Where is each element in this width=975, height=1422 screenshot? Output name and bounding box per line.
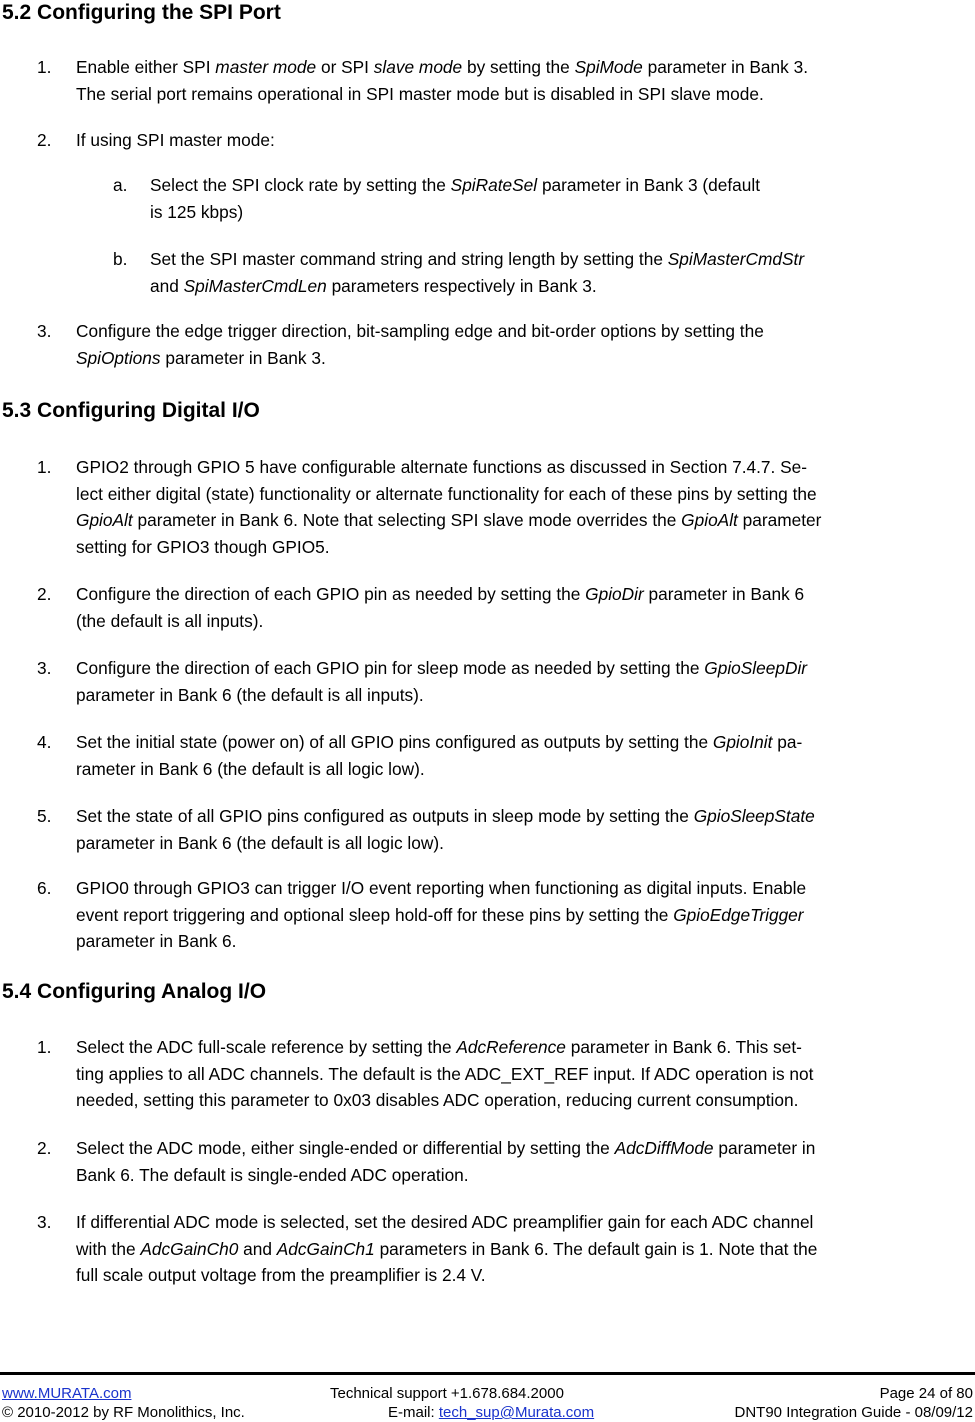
text-run: parameter in Bank 6. Note that selecting SPI slave mode overrides the bbox=[132, 510, 682, 530]
parameter-name: AdcGainCh0 bbox=[140, 1238, 239, 1259]
list-item-line bbox=[76, 318, 764, 345]
text-run: If differential ADC mode is selected, set the desired ADC preamplifier gain for each ADC channel bbox=[76, 1212, 814, 1232]
list-item-number: 2. bbox=[37, 584, 52, 604]
text-run: parameter in Bank 3. bbox=[642, 57, 808, 77]
text-run: Set the SPI master command string and string length by setting the bbox=[150, 249, 668, 269]
list-item-line bbox=[76, 1209, 813, 1236]
list-item-line bbox=[76, 81, 764, 108]
footer-website-link[interactable]: www.MURATA.com bbox=[2, 1385, 132, 1402]
list-item-line bbox=[76, 1236, 817, 1263]
parameter-name: GpioSleepDir bbox=[704, 658, 808, 678]
section-heading: 5.4 Configuring Analog I/O bbox=[2, 980, 267, 1003]
text-run: parameter in Bank 3. bbox=[160, 347, 326, 368]
text-run: event report triggering and optional sleep hold-off for these pins by setting the bbox=[76, 904, 674, 925]
list-item-line bbox=[76, 928, 236, 955]
text-run: parameter in Bank 6 (the default is all logic low). bbox=[76, 832, 444, 853]
list-item-line bbox=[76, 729, 802, 756]
footer-rule bbox=[0, 1372, 975, 1375]
footer-copyright: © 2010-2012 by RF Monolithics, Inc. bbox=[2, 1404, 245, 1421]
list-item-number: 1. bbox=[37, 457, 52, 477]
list-item-line bbox=[76, 581, 804, 608]
text-run: Set the state of all GPIO pins configured as outputs in sleep mode by setting the bbox=[76, 806, 694, 826]
list-item-number: 6. bbox=[37, 878, 52, 898]
list-item-line bbox=[76, 875, 806, 902]
text-run: pa- bbox=[772, 732, 803, 752]
list-item-number: 3. bbox=[37, 1212, 52, 1232]
list-item-line bbox=[150, 172, 760, 199]
text-run: setting for GPIO3 though GPIO5. bbox=[76, 536, 330, 557]
parameter-name: GpioSleepState bbox=[693, 806, 815, 826]
list-item-number: b. bbox=[113, 249, 128, 269]
parameter-name: AdcReference bbox=[456, 1037, 566, 1057]
list-item-line bbox=[76, 534, 330, 561]
text-run: and bbox=[150, 275, 184, 296]
text-run: full scale output voltage from the preamplifier is 2.4 V. bbox=[76, 1265, 486, 1285]
list-item-number: 4. bbox=[37, 732, 52, 752]
list-item-number: 3. bbox=[37, 321, 52, 341]
text-run: Bank 6. The default is single-ended ADC operation. bbox=[76, 1164, 469, 1185]
list-item-line bbox=[76, 1262, 486, 1289]
text-run: Enable either SPI bbox=[76, 57, 216, 77]
parameter-name: master mode bbox=[215, 57, 317, 77]
text-run: Select the ADC full-scale reference by setting the bbox=[76, 1037, 457, 1057]
footer-page-number: Page 24 of 80 bbox=[879, 1385, 973, 1402]
parameter-name: GpioDir bbox=[585, 584, 644, 604]
list-item-line bbox=[76, 345, 326, 372]
text-run: or SPI bbox=[316, 57, 374, 77]
list-item-number: 1. bbox=[37, 1037, 52, 1057]
list-item-line bbox=[76, 54, 808, 81]
list-item-number: 2. bbox=[37, 130, 52, 150]
text-run: GPIO2 through GPIO 5 have configurable alternate functions as discussed in Section 7.4.7. Se- bbox=[76, 457, 808, 477]
list-item-line bbox=[76, 1135, 815, 1162]
list-item-line bbox=[76, 481, 817, 508]
footer-email-link[interactable]: tech_sup@Murata.com bbox=[438, 1404, 595, 1421]
list-item-line bbox=[76, 803, 815, 830]
text-run: is 125 kbps) bbox=[150, 201, 244, 222]
text-run: parameter in bbox=[713, 1138, 816, 1158]
list-item-line bbox=[76, 1061, 813, 1088]
list-item-line bbox=[76, 1087, 798, 1114]
parameter-name: AdcDiffMode bbox=[614, 1138, 714, 1158]
text-run: rameter in Bank 6 (the default is all logic low). bbox=[76, 758, 425, 779]
parameter-name: SpiOptions bbox=[76, 347, 161, 368]
list-item-line bbox=[76, 1034, 802, 1061]
list-item-line bbox=[76, 507, 821, 534]
list-item-line bbox=[76, 608, 263, 635]
parameter-name: SpiMode bbox=[574, 57, 643, 77]
footer-email bbox=[388, 1404, 594, 1422]
text-run: Configure the edge trigger direction, bit-sampling edge and bit-order options by setting the bbox=[76, 321, 764, 341]
text-run: parameters respectively in Bank 3. bbox=[326, 275, 597, 296]
list-item-line bbox=[76, 655, 807, 682]
list-item-number: 1. bbox=[37, 57, 52, 77]
list-item-line bbox=[76, 127, 275, 154]
text-run: parameter in Bank 6 (the default is all inputs). bbox=[76, 684, 424, 705]
footer-email-label: E-mail: bbox=[388, 1404, 439, 1421]
list-item-line bbox=[76, 682, 424, 709]
text-run: If using SPI master mode: bbox=[76, 130, 275, 150]
text-run: GPIO0 through GPIO3 can trigger I/O event reporting when functioning as digital inputs. Enable bbox=[76, 878, 807, 898]
text-run: parameter in Bank 6 bbox=[643, 584, 805, 604]
text-run: parameter bbox=[737, 510, 822, 530]
parameter-name: GpioInit bbox=[712, 732, 773, 752]
text-run: parameters in Bank 6. The default gain is 1. Note that the bbox=[374, 1238, 818, 1259]
text-run: Set the initial state (power on) of all GPIO pins configured as outputs by setting the bbox=[76, 732, 713, 752]
text-run: lect either digital (state) functionality or alternate functionality for each of these pins by setting the bbox=[76, 483, 817, 504]
parameter-name: AdcGainCh1 bbox=[276, 1238, 375, 1259]
list-item-line bbox=[76, 830, 444, 857]
text-run: parameter in Bank 6. bbox=[76, 931, 237, 951]
list-item-line bbox=[76, 756, 425, 783]
text-run: parameter in Bank 6. This set- bbox=[565, 1037, 802, 1057]
list-item-number: 5. bbox=[37, 806, 52, 826]
list-item-line bbox=[76, 1162, 469, 1189]
text-run: Configure the direction of each GPIO pin for sleep mode as needed by setting the bbox=[76, 658, 705, 678]
text-run: ting applies to all ADC channels. The default is the ADC_EXT_REF input. If ADC operation is not bbox=[76, 1063, 814, 1084]
list-item-line bbox=[76, 902, 804, 929]
section-heading: 5.2 Configuring the SPI Port bbox=[2, 1, 281, 24]
text-run: Configure the direction of each GPIO pin as needed by setting the bbox=[76, 584, 586, 604]
text-run: parameter in Bank 3 (default bbox=[537, 175, 760, 195]
footer-support: Technical support +1.678.684.2000 bbox=[330, 1385, 564, 1402]
parameter-name: GpioAlt bbox=[681, 510, 738, 530]
text-run: by setting the bbox=[462, 57, 575, 77]
list-item-line bbox=[150, 273, 597, 300]
text-run: (the default is all inputs). bbox=[76, 610, 264, 631]
list-item-line bbox=[76, 454, 807, 481]
list-item-line bbox=[150, 199, 243, 226]
text-run: Select the SPI clock rate by setting the bbox=[150, 175, 451, 195]
list-item-line bbox=[150, 246, 804, 273]
parameter-name: slave mode bbox=[373, 57, 463, 77]
text-run: needed, setting this parameter to 0x03 disables ADC operation, reducing current consumption. bbox=[76, 1090, 799, 1110]
list-item-number: 3. bbox=[37, 658, 52, 678]
parameter-name: SpiMasterCmdStr bbox=[667, 249, 805, 269]
text-run: Select the ADC mode, either single-ended or differential by setting the bbox=[76, 1138, 615, 1158]
text-run: The serial port remains operational in SPI master mode but is disabled in SPI slave mode. bbox=[76, 83, 764, 104]
parameter-name: GpioAlt bbox=[76, 510, 133, 530]
parameter-name: SpiRateSel bbox=[450, 175, 538, 195]
parameter-name: GpioEdgeTrigger bbox=[673, 904, 804, 925]
text-run: with the bbox=[76, 1238, 141, 1259]
section-heading: 5.3 Configuring Digital I/O bbox=[2, 399, 260, 422]
list-item-number: a. bbox=[113, 175, 128, 195]
footer-doc-title: DNT90 Integration Guide - 08/09/12 bbox=[734, 1404, 973, 1421]
list-item-number: 2. bbox=[37, 1138, 52, 1158]
parameter-name: SpiMasterCmdLen bbox=[183, 275, 327, 296]
text-run: and bbox=[238, 1238, 277, 1259]
